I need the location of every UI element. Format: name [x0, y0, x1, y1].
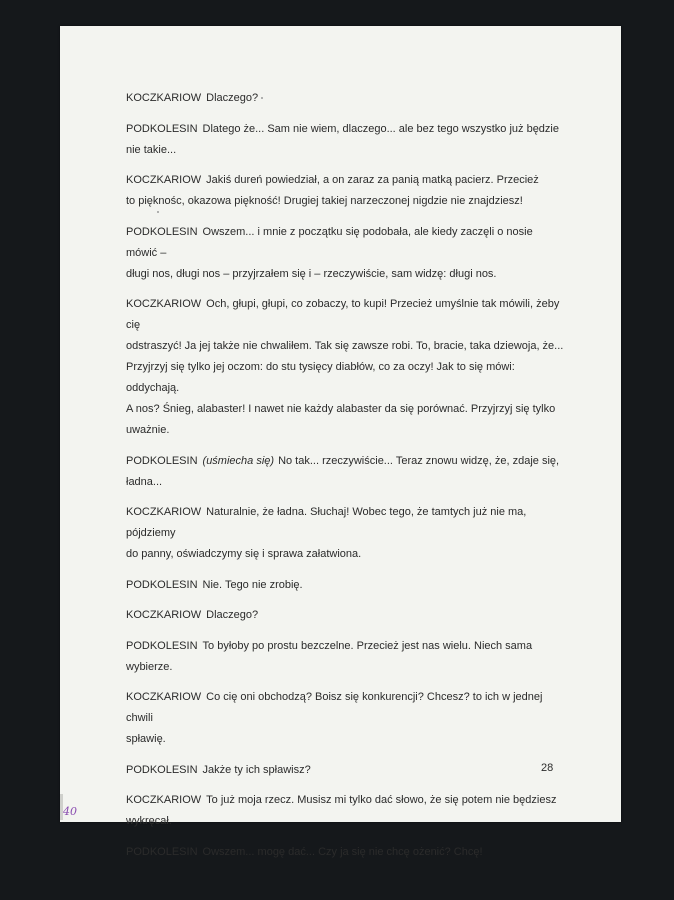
speaker-name: PODKOLESIN: [126, 578, 198, 591]
dialogue-line: [126, 451, 566, 472]
speech-text: Dlaczego?: [206, 609, 259, 621]
speaker-name: PODKOLESIN: [126, 763, 198, 776]
dialogue-line: długi nos, długi nos – przyjrzałem się i – rzeczywiście, sam widzę: długi nos.: [126, 267, 497, 280]
dialogue-line: do panny, oświadczymy się i sprawa załatwiona.: [126, 548, 362, 560]
dialogue-paragraph: [126, 605, 566, 626]
dialogue-paragraph: [126, 790, 566, 832]
dialogue-line: A nos? Śnieg, alabaster! I nawet nie każdy alabaster da się porównać. Przyjrzyj się tylko: [126, 403, 556, 415]
dialogue-paragraph: [126, 502, 566, 565]
dialogue-line: [126, 687, 566, 729]
page-number: 28: [541, 762, 554, 774]
dialogue-line: [126, 502, 566, 544]
speech-text: Jakiś dureń powiedział, a on zaraz za panią matką pacierz. Przecież: [206, 174, 539, 186]
dialogue-line: [126, 170, 566, 191]
dialogue-line: [126, 575, 566, 596]
dialogue-line: odstraszyć! Ja jej także nie chwaliłem. Tak się zawsze robi. To, bracie, taka dziewoja, że...: [126, 340, 564, 352]
speech-text: Dlaczego?: [206, 92, 259, 104]
dialogue-paragraph: [126, 760, 566, 781]
speaker-name: KOCZKARIOW: [126, 92, 202, 104]
dust-speck: [157, 211, 159, 213]
dialogue-line: [126, 119, 566, 140]
speaker-name: PODKOLESIN: [126, 639, 198, 652]
dialogue-paragraph: [126, 636, 566, 678]
dust-speck: [261, 97, 263, 99]
dialogue-line: uważnie.: [126, 424, 170, 436]
dialogue-line: [126, 842, 566, 863]
dialogue-paragraph: [126, 170, 566, 212]
speech-text: Owszem... mogę dać... Czy ja się nie chcę ożenić? Chcę!: [202, 845, 483, 858]
dialogue-paragraph: [126, 294, 566, 441]
stage-direction: (uśmiecha się): [202, 454, 275, 467]
speaker-name: PODKOLESIN: [126, 454, 198, 467]
dialogue-paragraph: [126, 842, 566, 863]
dialogue-line: to pięknośc, okazowa piękność! Drugiej takiej narzeczonej nigdzie nie znajdziesz!: [126, 195, 523, 207]
dialogue-line: [126, 760, 566, 781]
dialogue-line: [126, 294, 566, 336]
dialogue-paragraph: [126, 575, 566, 596]
dialogue-line: [126, 222, 566, 264]
speaker-name: KOCZKARIOW: [126, 174, 202, 186]
speech-text: Och, głupi, głupi, co zobaczy, to kupi! Przecież umyślnie tak mówili, żeby cię: [126, 298, 560, 331]
speaker-name: KOCZKARIOW: [126, 609, 202, 621]
speech-text: No tak... rzeczywiście... Teraz znowu widzę, że, zdaje się,: [278, 454, 560, 467]
dialogue-paragraph: [126, 451, 566, 493]
dialogue-paragraph: [126, 222, 566, 285]
speaker-name: KOCZKARIOW: [126, 298, 202, 310]
dialogue-line: wykręcał.: [126, 815, 172, 827]
speech-text: Naturalnie, że ładna. Słuchaj! Wobec tego, że tamtych już nie ma, pójdziemy: [126, 506, 527, 539]
dialogue-line: Przyjrzyj się tylko jej oczom: do stu tysięcy diabłów, co za oczy! Jak to się mówi: oddychają.: [126, 361, 515, 394]
speaker-name: KOCZKARIOW: [126, 794, 202, 806]
speech-text: Jakże ty ich spławisz?: [202, 763, 311, 776]
dialogue-line: [126, 790, 566, 811]
speech-text: To już moja rzecz. Musisz mi tylko dać słowo, że się potem nie będziesz: [206, 794, 557, 806]
speech-text: To byłoby po prostu bezczelne. Przecież jest nas wielu. Niech sama wybierze.: [126, 639, 533, 673]
dialogue-line: ładna...: [126, 475, 163, 488]
speaker-name: PODKOLESIN: [126, 845, 198, 858]
dialogue-line: [126, 605, 566, 626]
dialogue-text: [126, 88, 566, 872]
dialogue-line: [126, 636, 566, 678]
dialogue-paragraph: [126, 687, 566, 750]
dialogue-line: nie takie...: [126, 143, 177, 156]
speech-text: Dlatego że... Sam nie wiem, dlaczego... ale bez tego wszystko już będzie: [202, 122, 559, 135]
dialogue-paragraph: [126, 88, 566, 109]
speaker-name: PODKOLESIN: [126, 122, 198, 135]
dialogue-paragraph: [126, 119, 566, 161]
speaker-name: PODKOLESIN: [126, 225, 198, 238]
speech-text: Co cię oni obchodzą? Boisz się konkurencji? Chcesz? to ich w jednej chwili: [126, 691, 543, 724]
speaker-name: KOCZKARIOW: [126, 691, 202, 703]
speech-text: Nie. Tego nie zrobię.: [202, 578, 303, 591]
speech-text: Owszem... i mnie z początku się podobała, ale kiedy zaczęli o nosie mówić –: [126, 225, 533, 259]
dialogue-line: [126, 88, 566, 109]
handwritten-page-note: 40: [63, 805, 77, 818]
speaker-name: KOCZKARIOW: [126, 506, 202, 518]
dialogue-line: spławię.: [126, 733, 166, 745]
document-page: [60, 26, 621, 858]
